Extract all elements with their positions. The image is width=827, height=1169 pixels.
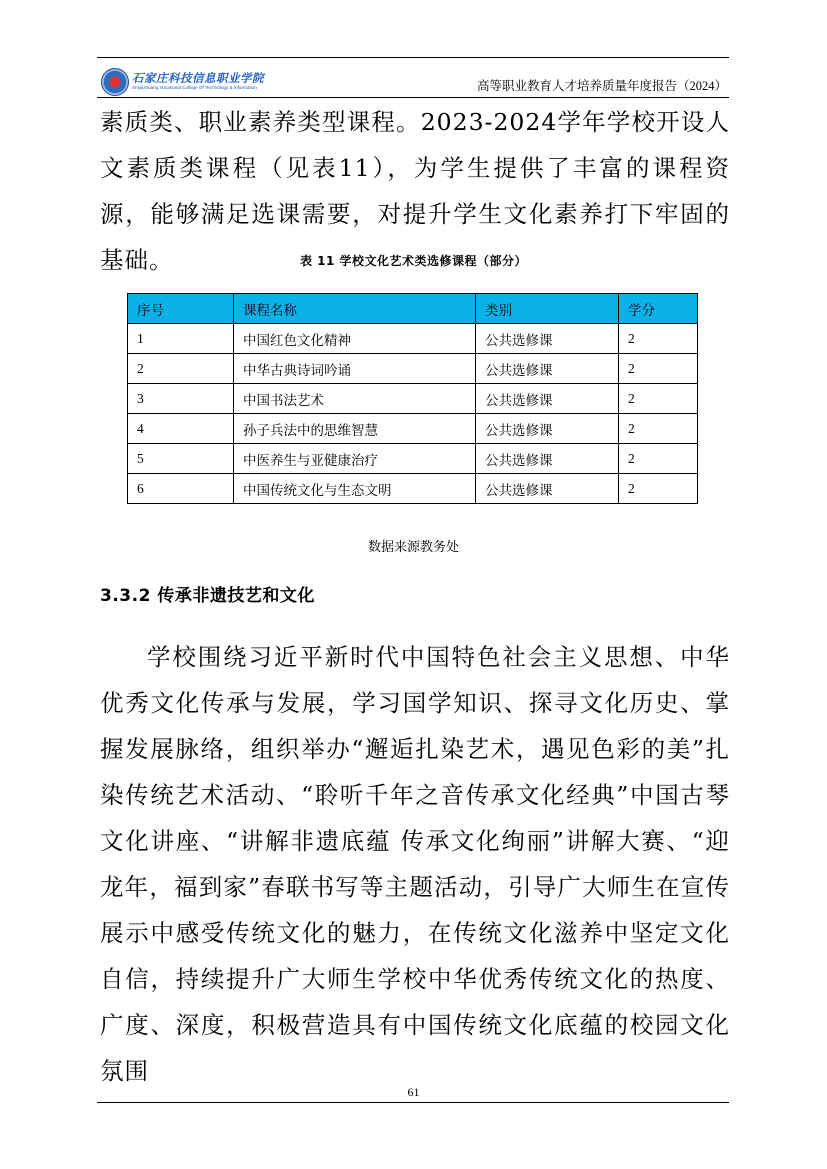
header-cell-credits: 学分 <box>619 294 698 324</box>
report-title: 高等职业教育人才培养质量年度报告（2024） <box>476 79 727 93</box>
table-source-note: 数据来源教务处 <box>367 540 459 555</box>
cell-index: 2 <box>128 354 234 384</box>
cell-course-name: 中华古典诗词吟诵 <box>234 354 476 384</box>
college-logo <box>101 68 264 96</box>
header-cell-course-name: 课程名称 <box>234 294 476 324</box>
cell-credits: 2 <box>619 324 698 354</box>
section-heading: 3.3.2 传承非遗技艺和文化 <box>100 586 315 606</box>
cell-course-name: 中国传统文化与生态文明 <box>234 474 476 504</box>
college-emblem-icon <box>101 68 129 96</box>
cell-course-name: 孙子兵法中的思维智慧 <box>234 414 476 444</box>
header-cell-category: 类别 <box>476 294 619 324</box>
logo-english-name: Shijiazhuang Vocational College Of Technology & Information <box>132 85 257 91</box>
elective-courses-table <box>127 293 698 504</box>
cell-credits: 2 <box>619 444 698 474</box>
cell-credits: 2 <box>619 474 698 504</box>
cell-category: 公共选修课 <box>476 324 619 354</box>
table-row <box>128 324 698 354</box>
section-paragraph: 学校围绕习近平新时代中国特色社会主义思想、中华优秀文化传承与发展，学习国学知识、探寻文化历史、掌握发展脉络，组织举办“邂逅扎染艺术，遇见色彩的美”扎染传统艺术活动、“聆听千年之音传承文化经典”中国古琴文化讲座、“讲解非遗底蕴 传承文化绚丽”讲解大赛、“迎龙年，福到家”春联书写等主题活动，引导广大师生在宣传展示中感受传统文化的魅力，在传统文化滋养中坚定文化自信，持续提升广大师生学校中华优秀传统文化的热度、广度、深度，积极营造具有中国传统文化底蕴的校园文化氛围 <box>100 643 730 1085</box>
intro-paragraph: 素质类、职业素养类型课程。2023-2024学年学校开设人文素质类课程（见表11），为学生提供了丰富的课程资源，能够满足选课需要，对提升学生文化素养打下牢固的基础。 <box>100 108 730 274</box>
cell-category: 公共选修课 <box>476 474 619 504</box>
table-row <box>128 354 698 384</box>
cell-index: 4 <box>128 414 234 444</box>
table-row <box>128 444 698 474</box>
cell-course-name: 中医养生与亚健康治疗 <box>234 444 476 474</box>
header-top-rule <box>97 57 729 58</box>
page-number: 61 <box>407 1085 420 1099</box>
cell-category: 公共选修课 <box>476 384 619 414</box>
footer-rule <box>97 1102 729 1103</box>
cell-category: 公共选修课 <box>476 414 619 444</box>
header-bottom-rule <box>97 97 729 98</box>
header-cell-index: 序号 <box>128 294 234 324</box>
cell-index: 3 <box>128 384 234 414</box>
table-header-row <box>128 294 698 324</box>
table-row <box>128 474 698 504</box>
cell-index: 5 <box>128 444 234 474</box>
cell-index: 1 <box>128 324 234 354</box>
cell-category: 公共选修课 <box>476 444 619 474</box>
cell-credits: 2 <box>619 414 698 444</box>
cell-index: 6 <box>128 474 234 504</box>
table-row <box>128 384 698 414</box>
table-row <box>128 414 698 444</box>
cell-credits: 2 <box>619 354 698 384</box>
cell-credits: 2 <box>619 384 698 414</box>
logo-college-name: 石家庄科技信息职业学院 <box>132 70 264 85</box>
cell-category: 公共选修课 <box>476 354 619 384</box>
cell-course-name: 中国红色文化精神 <box>234 324 476 354</box>
cell-course-name: 中国书法艺术 <box>234 384 476 414</box>
table-caption: 表 11 学校文化艺术类选修课程（部分） <box>299 254 528 268</box>
